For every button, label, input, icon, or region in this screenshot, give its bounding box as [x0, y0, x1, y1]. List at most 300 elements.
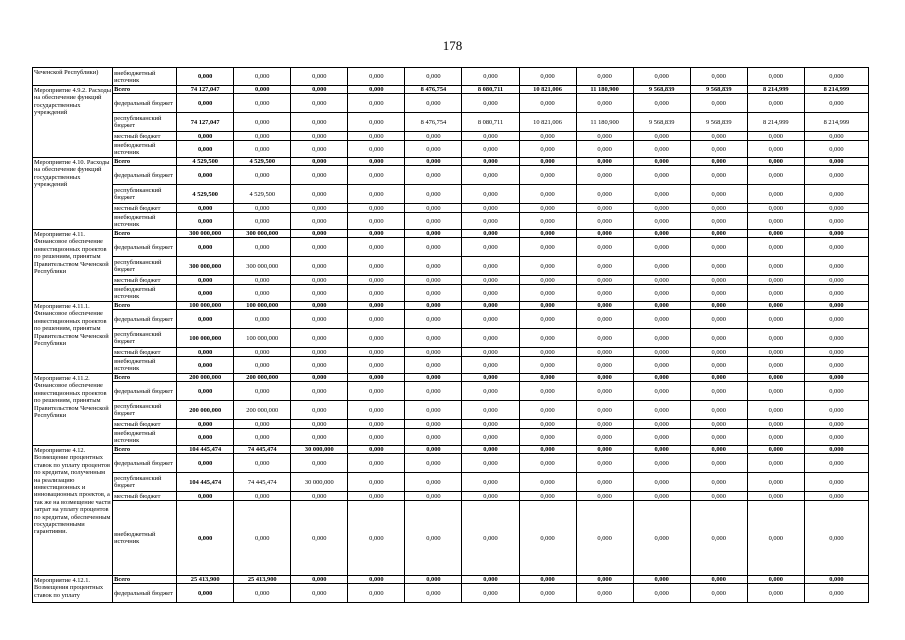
funding-source: федеральный бюджет — [113, 238, 177, 257]
table-row — [33, 141, 869, 158]
amount-cell: 30 000,000 — [291, 446, 348, 454]
amount-cell: 0,000 — [291, 94, 348, 113]
amount-cell: 0,000 — [462, 285, 519, 302]
amount-cell: 0,000 — [348, 584, 405, 603]
amount-cell: 0,000 — [576, 473, 633, 492]
amount-cell: 0,000 — [690, 158, 747, 166]
amount-cell: 0,000 — [291, 329, 348, 348]
amount-cell: 0,000 — [519, 382, 576, 401]
amount-cell: 0,000 — [747, 584, 804, 603]
amount-cell: 0,000 — [690, 204, 747, 213]
amount-cell: 0,000 — [747, 213, 804, 230]
amount-cell: 0,000 — [348, 158, 405, 166]
total-amount-cell: 100 000,000 — [177, 302, 234, 310]
amount-cell: 0,000 — [690, 576, 747, 584]
amount-cell: 0,000 — [690, 584, 747, 603]
amount-cell: 0,000 — [633, 429, 690, 446]
amount-cell: 0,000 — [462, 230, 519, 238]
amount-cell: 0,000 — [804, 213, 868, 230]
amount-cell: 0,000 — [291, 213, 348, 230]
amount-cell: 0,000 — [747, 429, 804, 446]
amount-cell: 0,000 — [348, 141, 405, 158]
funding-source: федеральный бюджет — [113, 166, 177, 185]
amount-cell: 0,000 — [234, 204, 291, 213]
amount-cell: 0,000 — [348, 446, 405, 454]
amount-cell: 0,000 — [348, 357, 405, 374]
funding-source: республиканский бюджет — [113, 473, 177, 492]
amount-cell: 0,000 — [576, 492, 633, 501]
total-amount-cell: 0,000 — [177, 420, 234, 429]
amount-cell: 0,000 — [291, 310, 348, 329]
total-amount-cell: 104 445,474 — [177, 473, 234, 492]
table-row — [33, 158, 869, 166]
amount-cell: 0,000 — [291, 113, 348, 132]
amount-cell: 0,000 — [519, 357, 576, 374]
amount-cell: 0,000 — [291, 420, 348, 429]
total-amount-cell: 0,000 — [177, 276, 234, 285]
table-row — [33, 310, 869, 329]
amount-cell: 0,000 — [462, 276, 519, 285]
amount-cell: 0,000 — [576, 401, 633, 420]
table-row — [33, 166, 869, 185]
amount-cell: 0,000 — [348, 382, 405, 401]
amount-cell: 0,000 — [234, 238, 291, 257]
measure-description: Мероприятие 4.11.2. Финансовое обеспечение инвестиционных проектов по решениям, принятым Правительством Чеченской Республики — [33, 374, 113, 446]
amount-cell: 0,000 — [405, 310, 462, 329]
amount-cell: 0,000 — [747, 276, 804, 285]
amount-cell: 0,000 — [462, 204, 519, 213]
total-amount-cell: 0,000 — [177, 132, 234, 141]
amount-cell: 0,000 — [462, 329, 519, 348]
amount-cell: 0,000 — [405, 141, 462, 158]
amount-cell: 0,000 — [519, 401, 576, 420]
amount-cell: 0,000 — [519, 204, 576, 213]
amount-cell: 0,000 — [633, 141, 690, 158]
table-row — [33, 276, 869, 285]
amount-cell: 0,000 — [462, 584, 519, 603]
amount-cell: 0,000 — [234, 429, 291, 446]
table-row — [33, 348, 869, 357]
amount-cell: 0,000 — [462, 401, 519, 420]
amount-cell: 0,000 — [291, 204, 348, 213]
amount-cell: 0,000 — [576, 230, 633, 238]
table-row — [33, 374, 869, 382]
amount-cell: 0,000 — [348, 132, 405, 141]
amount-cell: 0,000 — [690, 501, 747, 576]
amount-cell: 0,000 — [291, 230, 348, 238]
amount-cell: 0,000 — [291, 501, 348, 576]
amount-cell: 0,000 — [519, 302, 576, 310]
amount-cell: 0,000 — [348, 310, 405, 329]
amount-cell: 0,000 — [462, 374, 519, 382]
amount-cell: 0,000 — [291, 257, 348, 276]
amount-cell: 0,000 — [576, 357, 633, 374]
funding-source: федеральный бюджет — [113, 584, 177, 603]
amount-cell: 11 180,900 — [576, 86, 633, 94]
amount-cell: 0,000 — [291, 276, 348, 285]
amount-cell: 0,000 — [519, 238, 576, 257]
amount-cell: 0,000 — [747, 285, 804, 302]
amount-cell: 0,000 — [405, 204, 462, 213]
amount-cell: 0,000 — [348, 401, 405, 420]
funding-source: внебюджетный источник — [113, 501, 177, 576]
amount-cell: 0,000 — [519, 420, 576, 429]
amount-cell: 0,000 — [804, 310, 868, 329]
amount-cell: 0,000 — [291, 132, 348, 141]
amount-cell: 200 000,000 — [234, 374, 291, 382]
amount-cell: 0,000 — [633, 185, 690, 204]
amount-cell: 0,000 — [519, 329, 576, 348]
amount-cell: 0,000 — [291, 302, 348, 310]
amount-cell: 0,000 — [462, 238, 519, 257]
amount-cell: 0,000 — [462, 501, 519, 576]
total-amount-cell: 0,000 — [177, 382, 234, 401]
measure-description: Мероприятие 4.11. Финансовое обеспечение инвестиционных проектов по решениям, принятым Правительством Чеченской Республики — [33, 230, 113, 302]
funding-source: внебюджетный источник — [113, 357, 177, 374]
amount-cell: 0,000 — [747, 348, 804, 357]
amount-cell: 9 568,839 — [633, 86, 690, 94]
amount-cell: 0,000 — [633, 276, 690, 285]
table-row — [33, 238, 869, 257]
amount-cell: 0,000 — [576, 68, 633, 86]
amount-cell: 0,000 — [747, 473, 804, 492]
amount-cell: 0,000 — [348, 473, 405, 492]
amount-cell: 0,000 — [576, 238, 633, 257]
amount-cell: 0,000 — [405, 576, 462, 584]
amount-cell: 0,000 — [690, 382, 747, 401]
amount-cell: 0,000 — [690, 185, 747, 204]
amount-cell: 0,000 — [576, 185, 633, 204]
total-amount-cell: 0,000 — [177, 310, 234, 329]
amount-cell: 0,000 — [576, 329, 633, 348]
amount-cell: 0,000 — [405, 420, 462, 429]
amount-cell: 30 000,000 — [291, 473, 348, 492]
amount-cell: 0,000 — [234, 86, 291, 94]
amount-cell: 0,000 — [690, 68, 747, 86]
total-amount-cell: 0,000 — [177, 285, 234, 302]
amount-cell: 0,000 — [576, 257, 633, 276]
amount-cell: 8 476,754 — [405, 113, 462, 132]
table-row — [33, 113, 869, 132]
amount-cell: 0,000 — [576, 576, 633, 584]
amount-cell: 11 180,900 — [576, 113, 633, 132]
amount-cell: 0,000 — [804, 204, 868, 213]
amount-cell: 0,000 — [576, 374, 633, 382]
amount-cell: 0,000 — [462, 302, 519, 310]
amount-cell: 0,000 — [633, 302, 690, 310]
funding-source: Всего — [113, 158, 177, 166]
amount-cell: 0,000 — [690, 276, 747, 285]
amount-cell: 0,000 — [747, 257, 804, 276]
total-amount-cell: 0,000 — [177, 94, 234, 113]
amount-cell: 0,000 — [291, 382, 348, 401]
amount-cell: 0,000 — [747, 576, 804, 584]
amount-cell: 0,000 — [519, 310, 576, 329]
budget-table — [32, 67, 869, 603]
total-amount-cell: 0,000 — [177, 357, 234, 374]
amount-cell: 0,000 — [291, 492, 348, 501]
amount-cell: 0,000 — [747, 501, 804, 576]
amount-cell: 0,000 — [690, 94, 747, 113]
amount-cell: 0,000 — [291, 141, 348, 158]
amount-cell: 0,000 — [690, 401, 747, 420]
amount-cell: 8 214,999 — [804, 86, 868, 94]
amount-cell: 0,000 — [291, 68, 348, 86]
amount-cell: 8 080,711 — [462, 113, 519, 132]
amount-cell: 0,000 — [633, 492, 690, 501]
amount-cell: 0,000 — [234, 382, 291, 401]
amount-cell: 0,000 — [747, 185, 804, 204]
funding-source: Всего — [113, 86, 177, 94]
total-amount-cell: 0,000 — [177, 429, 234, 446]
amount-cell: 0,000 — [690, 213, 747, 230]
amount-cell: 0,000 — [747, 68, 804, 86]
amount-cell: 0,000 — [291, 357, 348, 374]
amount-cell: 0,000 — [234, 285, 291, 302]
total-amount-cell: 0,000 — [177, 141, 234, 158]
amount-cell: 0,000 — [462, 576, 519, 584]
amount-cell: 0,000 — [519, 492, 576, 501]
amount-cell: 0,000 — [519, 257, 576, 276]
total-amount-cell: 104 445,474 — [177, 446, 234, 454]
amount-cell: 0,000 — [633, 94, 690, 113]
amount-cell: 0,000 — [576, 420, 633, 429]
amount-cell: 0,000 — [804, 132, 868, 141]
total-amount-cell: 200 000,000 — [177, 401, 234, 420]
amount-cell: 0,000 — [804, 329, 868, 348]
amount-cell: 0,000 — [462, 357, 519, 374]
amount-cell: 0,000 — [462, 382, 519, 401]
amount-cell: 0,000 — [462, 68, 519, 86]
funding-source: местный бюджет — [113, 420, 177, 429]
table-row — [33, 94, 869, 113]
amount-cell: 0,000 — [633, 348, 690, 357]
table-row — [33, 357, 869, 374]
amount-cell: 0,000 — [348, 213, 405, 230]
amount-cell: 0,000 — [405, 446, 462, 454]
amount-cell: 0,000 — [348, 94, 405, 113]
amount-cell: 0,000 — [234, 94, 291, 113]
amount-cell: 0,000 — [405, 357, 462, 374]
amount-cell: 0,000 — [804, 374, 868, 382]
amount-cell: 0,000 — [747, 420, 804, 429]
amount-cell: 0,000 — [804, 576, 868, 584]
amount-cell: 0,000 — [804, 584, 868, 603]
measure-description: Чеченской Республики) — [33, 68, 113, 86]
amount-cell: 0,000 — [633, 473, 690, 492]
amount-cell: 0,000 — [690, 420, 747, 429]
funding-source: республиканский бюджет — [113, 329, 177, 348]
total-amount-cell: 4 529,500 — [177, 185, 234, 204]
amount-cell: 0,000 — [291, 158, 348, 166]
amount-cell: 0,000 — [804, 68, 868, 86]
table-row — [33, 257, 869, 276]
amount-cell: 8 214,999 — [804, 113, 868, 132]
amount-cell: 9 568,839 — [633, 113, 690, 132]
amount-cell: 0,000 — [576, 141, 633, 158]
amount-cell: 0,000 — [633, 584, 690, 603]
amount-cell: 0,000 — [348, 166, 405, 185]
amount-cell: 0,000 — [519, 166, 576, 185]
amount-cell: 25 413,900 — [234, 576, 291, 584]
amount-cell: 0,000 — [462, 141, 519, 158]
amount-cell: 0,000 — [348, 238, 405, 257]
amount-cell: 100 000,000 — [234, 329, 291, 348]
amount-cell: 0,000 — [462, 492, 519, 501]
amount-cell: 0,000 — [291, 348, 348, 357]
amount-cell: 0,000 — [405, 348, 462, 357]
amount-cell: 0,000 — [291, 429, 348, 446]
amount-cell: 0,000 — [690, 230, 747, 238]
amount-cell: 0,000 — [405, 230, 462, 238]
amount-cell: 0,000 — [291, 584, 348, 603]
amount-cell: 0,000 — [519, 501, 576, 576]
amount-cell: 0,000 — [804, 454, 868, 473]
amount-cell: 0,000 — [462, 446, 519, 454]
amount-cell: 0,000 — [291, 454, 348, 473]
amount-cell: 0,000 — [291, 576, 348, 584]
amount-cell: 0,000 — [804, 382, 868, 401]
amount-cell: 0,000 — [405, 132, 462, 141]
amount-cell: 0,000 — [462, 473, 519, 492]
amount-cell: 0,000 — [576, 132, 633, 141]
amount-cell: 0,000 — [405, 382, 462, 401]
total-amount-cell: 100 000,000 — [177, 329, 234, 348]
amount-cell: 0,000 — [348, 276, 405, 285]
amount-cell: 0,000 — [519, 94, 576, 113]
amount-cell: 0,000 — [405, 158, 462, 166]
amount-cell: 0,000 — [519, 584, 576, 603]
amount-cell: 0,000 — [519, 446, 576, 454]
total-amount-cell: 0,000 — [177, 238, 234, 257]
amount-cell: 0,000 — [348, 501, 405, 576]
amount-cell: 10 821,006 — [519, 86, 576, 94]
amount-cell: 0,000 — [348, 429, 405, 446]
total-amount-cell: 0,000 — [177, 166, 234, 185]
table-row — [33, 329, 869, 348]
amount-cell: 0,000 — [747, 446, 804, 454]
amount-cell: 0,000 — [633, 446, 690, 454]
amount-cell: 0,000 — [462, 213, 519, 230]
amount-cell: 0,000 — [519, 185, 576, 204]
total-amount-cell: 74 127,047 — [177, 86, 234, 94]
funding-source: республиканский бюджет — [113, 257, 177, 276]
total-amount-cell: 300 000,000 — [177, 257, 234, 276]
amount-cell: 0,000 — [804, 473, 868, 492]
amount-cell: 0,000 — [804, 166, 868, 185]
amount-cell: 300 000,000 — [234, 257, 291, 276]
total-amount-cell: 0,000 — [177, 584, 234, 603]
total-amount-cell: 74 127,047 — [177, 113, 234, 132]
amount-cell: 0,000 — [576, 166, 633, 185]
amount-cell: 0,000 — [405, 473, 462, 492]
amount-cell: 0,000 — [576, 213, 633, 230]
table-row — [33, 473, 869, 492]
amount-cell: 0,000 — [291, 401, 348, 420]
amount-cell: 0,000 — [576, 310, 633, 329]
amount-cell: 0,000 — [405, 584, 462, 603]
amount-cell: 0,000 — [576, 94, 633, 113]
amount-cell: 0,000 — [576, 204, 633, 213]
table-row — [33, 285, 869, 302]
amount-cell: 0,000 — [690, 454, 747, 473]
page-number: 178 — [442, 38, 463, 53]
table-row — [33, 230, 869, 238]
amount-cell: 0,000 — [633, 454, 690, 473]
amount-cell: 0,000 — [576, 501, 633, 576]
amount-cell: 0,000 — [234, 113, 291, 132]
amount-cell: 0,000 — [804, 238, 868, 257]
total-amount-cell: 0,000 — [177, 204, 234, 213]
amount-cell: 0,000 — [633, 68, 690, 86]
amount-cell: 0,000 — [690, 302, 747, 310]
amount-cell: 0,000 — [462, 257, 519, 276]
amount-cell: 0,000 — [462, 132, 519, 141]
table-row — [33, 401, 869, 420]
funding-source: местный бюджет — [113, 204, 177, 213]
amount-cell: 0,000 — [348, 68, 405, 86]
funding-source: внебюджетный источник — [113, 213, 177, 230]
amount-cell: 0,000 — [519, 473, 576, 492]
amount-cell: 0,000 — [576, 302, 633, 310]
amount-cell: 0,000 — [690, 348, 747, 357]
funding-source: местный бюджет — [113, 132, 177, 141]
amount-cell: 0,000 — [462, 94, 519, 113]
amount-cell: 74 445,474 — [234, 473, 291, 492]
table-row — [33, 492, 869, 501]
amount-cell: 0,000 — [234, 68, 291, 86]
amount-cell: 0,000 — [633, 374, 690, 382]
funding-source: федеральный бюджет — [113, 94, 177, 113]
amount-cell: 10 821,006 — [519, 113, 576, 132]
amount-cell: 0,000 — [519, 68, 576, 86]
amount-cell: 0,000 — [291, 166, 348, 185]
amount-cell: 200 000,000 — [234, 401, 291, 420]
amount-cell: 8 476,754 — [405, 86, 462, 94]
amount-cell: 0,000 — [804, 348, 868, 357]
amount-cell: 0,000 — [519, 348, 576, 357]
table-row — [33, 429, 869, 446]
amount-cell: 8 214,999 — [747, 86, 804, 94]
amount-cell: 0,000 — [291, 185, 348, 204]
amount-cell: 0,000 — [462, 429, 519, 446]
amount-cell: 0,000 — [633, 576, 690, 584]
amount-cell: 0,000 — [405, 285, 462, 302]
measure-description: Мероприятие 4.12.1. Возмещения процентных ставок по уплату — [33, 576, 113, 603]
funding-source: федеральный бюджет — [113, 310, 177, 329]
amount-cell: 0,000 — [576, 348, 633, 357]
funding-source: Всего — [113, 230, 177, 238]
amount-cell: 0,000 — [405, 94, 462, 113]
amount-cell: 0,000 — [405, 329, 462, 348]
amount-cell: 300 000,000 — [234, 230, 291, 238]
amount-cell: 0,000 — [405, 374, 462, 382]
amount-cell: 0,000 — [576, 454, 633, 473]
total-amount-cell: 0,000 — [177, 454, 234, 473]
total-amount-cell: 300 000,000 — [177, 230, 234, 238]
amount-cell: 0,000 — [576, 276, 633, 285]
amount-cell: 0,000 — [690, 166, 747, 185]
amount-cell: 0,000 — [690, 238, 747, 257]
table-row — [33, 576, 869, 584]
amount-cell: 0,000 — [462, 158, 519, 166]
amount-cell: 0,000 — [804, 141, 868, 158]
amount-cell: 0,000 — [405, 257, 462, 276]
amount-cell: 0,000 — [804, 429, 868, 446]
amount-cell: 0,000 — [405, 302, 462, 310]
amount-cell: 0,000 — [348, 185, 405, 204]
amount-cell: 0,000 — [633, 132, 690, 141]
